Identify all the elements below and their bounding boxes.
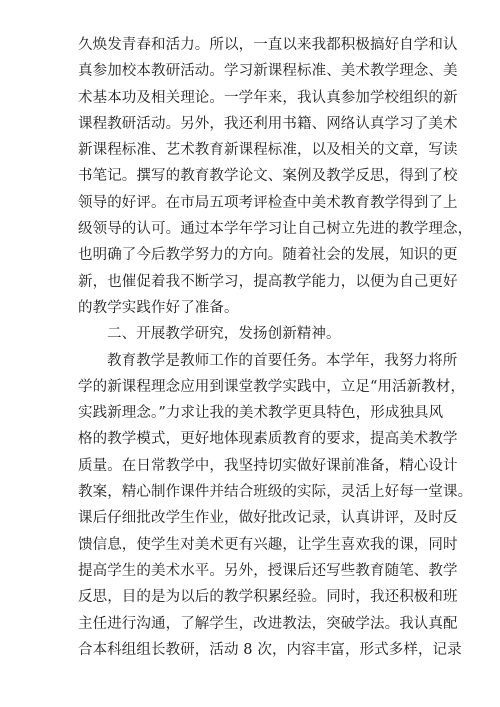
- text-line: 课程教研活动。另外，我还利用书籍、网络认真学习了美术: [78, 115, 458, 132]
- text-line: 格的教学模式，更好地体现素质教育的要求，提高美术教学: [78, 431, 458, 448]
- text-line: 的教学实践作好了准备。: [78, 299, 239, 316]
- text-line: 久焕发青春和活力。所以，一直以来我都积极搞好自学和认: [78, 37, 458, 53]
- text-line: 课后仔细批改学生作业，做好批改记录，认真讲评，及时反: [78, 510, 458, 527]
- text-line: 新，也催促着我不断学习，提高教学能力，以便为自己更好: [78, 273, 458, 290]
- text-line: 也明确了今后教学努力的方向。随着社会的发展，知识的更: [78, 247, 458, 264]
- text-line: 二、开展教学研究，发扬创新精神。: [107, 326, 341, 343]
- text-line: 级领导的认可。通过本学年学习让自己树立先进的教学理念，: [78, 221, 473, 238]
- text-line: 教案，精心制作课件并结合班级的实际，灵活上好每一堂课。: [78, 484, 473, 501]
- text-line: 质量。在日常教学中，我坚持切实做好课前准备，精心设计: [78, 457, 458, 474]
- text-line: 提高学生的美术水平。另外，授课后还写些教育随笔、教学: [78, 562, 458, 579]
- text-line: 馈信息，使学生对美术更有兴趣，让学生喜欢我的课，同时: [78, 536, 458, 553]
- text-line: 反思，目的是为以后的教学积累经验。同时，我还积极和班: [78, 589, 458, 606]
- text-line: 学的新课程理念应用到课堂教学实践中，立足“用活新教材，: [78, 378, 466, 395]
- text-line: 新课程标准、艺术教育新课程标准，以及相关的文章，写读: [78, 142, 458, 159]
- text-line: 主任进行沟通，了解学生，改进教法，突破学法。我认真配: [78, 615, 458, 632]
- text-line: 合本科组组长教研，活动 8 次，内容丰富，形式多样，记录: [78, 641, 462, 658]
- text-line: 真参加校本教研活动。学习新课程标准、美术教学理念、美: [78, 63, 458, 80]
- text-line: 术基本功及相关理论。一学年来，我认真参加学校组织的新: [78, 89, 458, 106]
- text-line: 实践新理念。”力求让我的美术教学更具特色，形成独具风: [78, 405, 444, 422]
- text-line: 书笔记。撰写的教育教学论文、案例及教学反思，得到了校: [78, 168, 458, 185]
- text-line: 领导的好评。在市局五项考评检查中美术教育教学得到了上: [78, 194, 458, 211]
- text-line: 教育教学是教师工作的首要任务。本学年，我努力将所: [107, 352, 458, 369]
- body-text: [78, 32, 473, 663]
